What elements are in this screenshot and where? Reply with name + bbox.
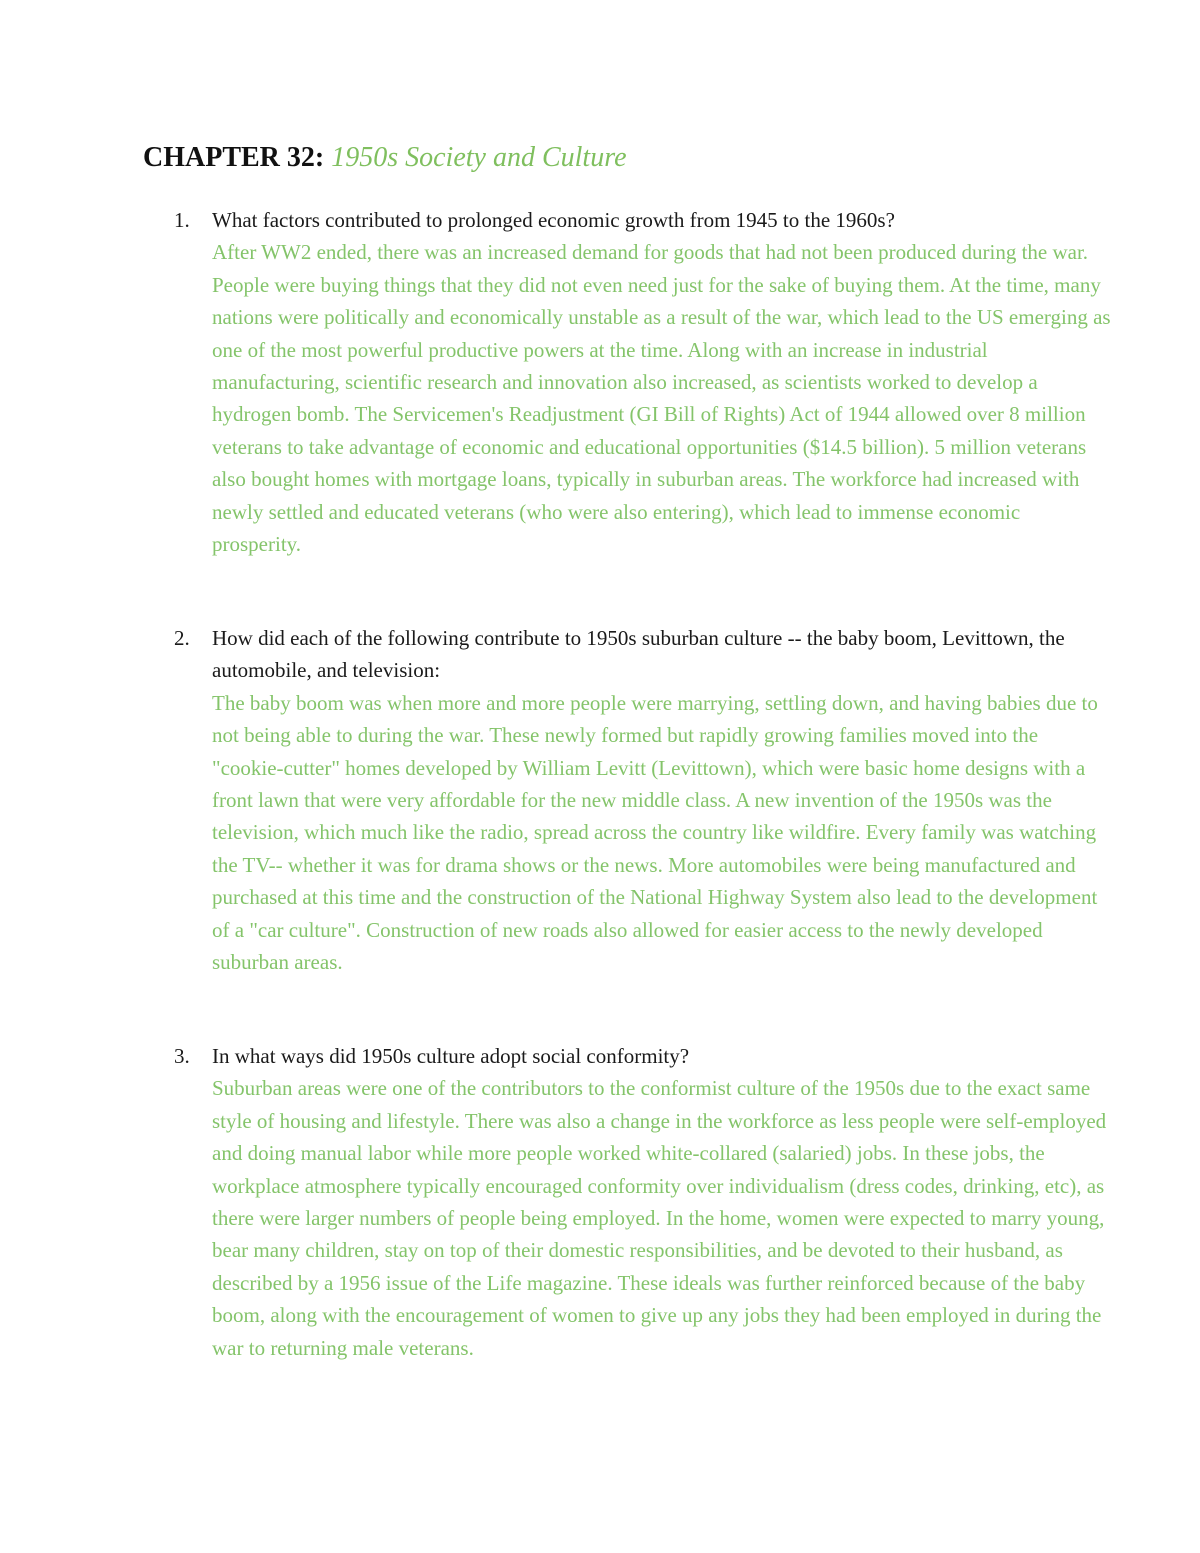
question-item-2 bbox=[174, 622, 1112, 978]
question-item-3 bbox=[174, 1040, 1112, 1364]
question-text: What factors contributed to prolonged economic growth from 1945 to the 1960s? bbox=[212, 208, 895, 232]
question-number: 3. bbox=[174, 1044, 190, 1068]
chapter-subtitle: 1950s Society and Culture bbox=[331, 142, 627, 173]
question-number: 2. bbox=[174, 626, 190, 650]
question-item-1 bbox=[174, 204, 1112, 560]
answer-text: The baby boom was when more and more people were marrying, settling down, and having babies due to not being able to during the war. These newly formed but rapidly growing families moved into the "cookie-cutter" homes developed by William Levitt (Levittown), which were basic home designs with a front lawn that were very affordable for the new middle class. A new invention of the 1950s was the television, which much like the radio, spread across the country like wildfire. Every family was watching the TV-- whether it was for drama shows or the news. More automobiles were being manufactured and purchased at this time and the construction of the National Highway System also lead to the development of a "car culture". Construction of new roads also allowed for easier access to the newly developed suburban areas. bbox=[212, 690, 1098, 975]
question-text: How did each of the following contribute to 1950s suburban culture -- the baby boom, Levittown, the automobile, and television: bbox=[212, 626, 1065, 683]
answer-text: Suburban areas were one of the contributors to the conformist culture of the 1950s due to the exact same style of housing and lifestyle. There was also a change in the workforce as less people were self-employed and doing manual labor while more people worked white-collared (salaried) jobs. In these jobs, the workplace atmosphere typically encouraged conformity over individualism (dress codes, drinking, etc), as there were larger numbers of people being employed. In the home, women were expected to marry young, bear many children, stay on top of their domestic responsibilities, and be devoted to their husband, as described by a 1956 issue of the Life magazine. These ideals was further reinforced because of the baby boom, along with the encouragement of women to give up any jobs they had been employed in during the war to returning male veterans. bbox=[212, 1076, 1107, 1360]
chapter-label: CHAPTER 32: bbox=[143, 142, 325, 173]
question-number: 1. bbox=[174, 208, 190, 232]
question-text: In what ways did 1950s culture adopt social conformity? bbox=[212, 1044, 690, 1068]
page-title bbox=[143, 140, 627, 176]
answer-text: After WW2 ended, there was an increased demand for goods that had not been produced during the war. People were buying things that they did not even need just for the sake of buying them. At the time, many nations were politically and economically unstable as a result of the war, which lead to the US emerging as one of the most powerful productive powers at the time. Along with an increase in industrial manufacturing, scientific research and innovation also increased, as scientists worked to develop a hydrogen bomb. The Servicemen's Readjustment (GI Bill of Rights) Act of 1944 allowed over 8 million veterans to take advantage of economic and educational opportunities ($14.5 billion). 5 million veterans also bought homes with mortgage loans, typically in suburban areas. The workforce had increased with newly settled and educated veterans (who were also entering), which lead to immense economic prosperity. bbox=[212, 240, 1111, 557]
